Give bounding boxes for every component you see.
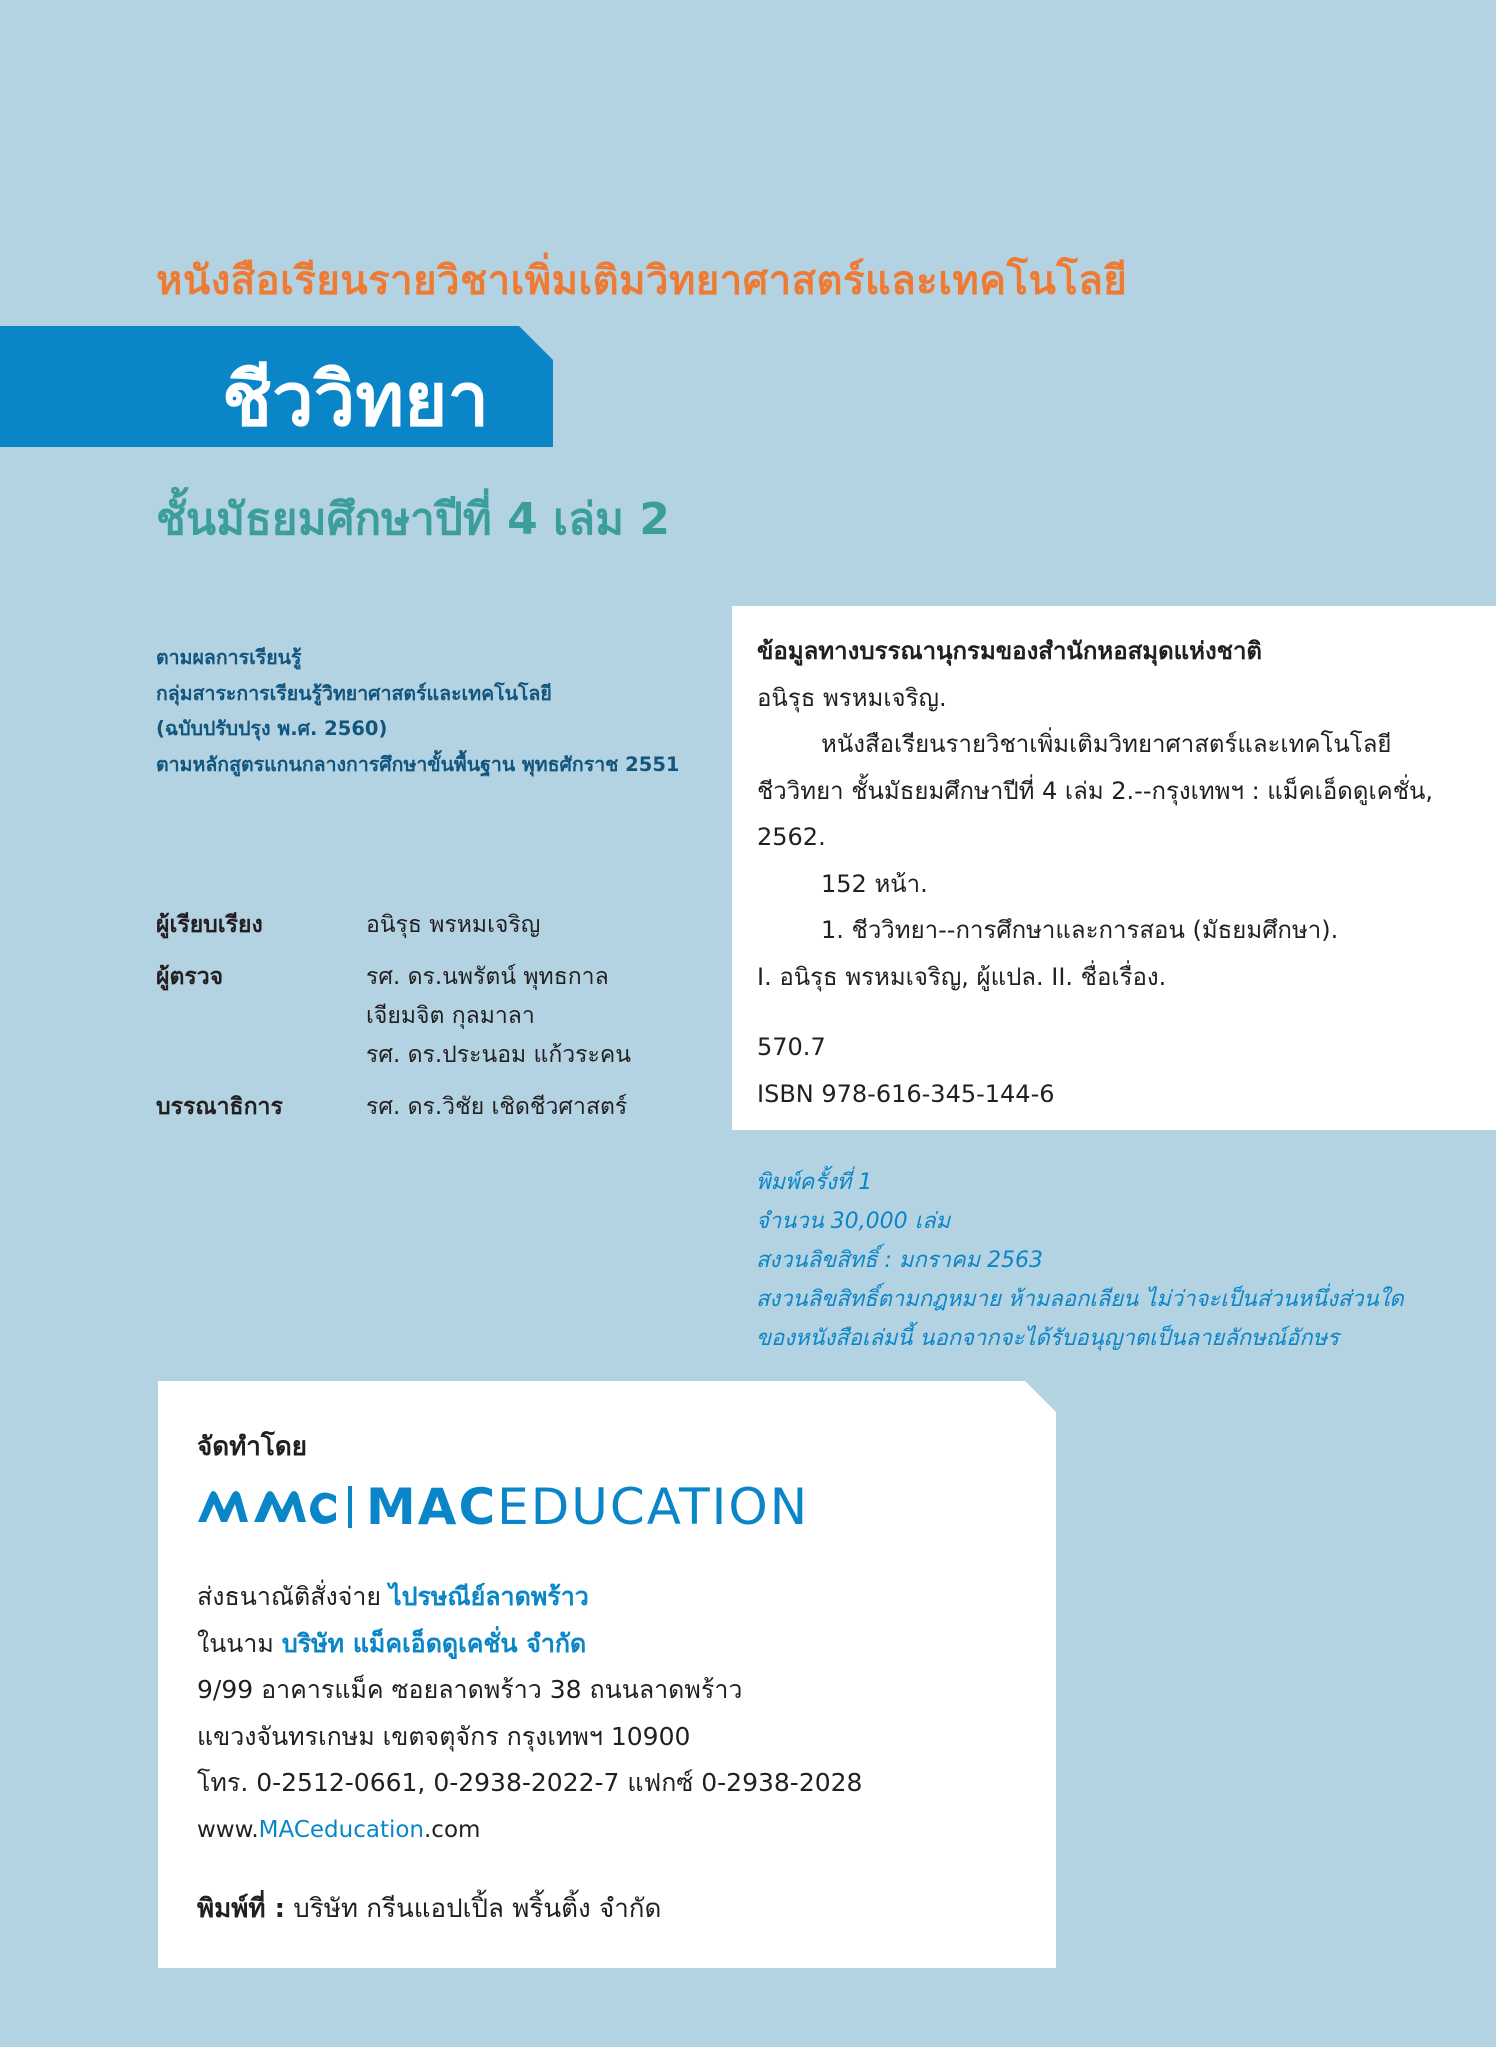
edition-line: สงวนลิขสิทธิ์ : มกราคม 2563 <box>756 1248 1044 1273</box>
credit-row-reviewers <box>156 958 631 1075</box>
cip-heading: ข้อมูลทางบรรณานุกรมของสำนักหอสมุดแห่งชาติ <box>757 637 1263 665</box>
cip-classification: 570.7 <box>757 1033 826 1061</box>
payee-prefix: ในนาม <box>197 1628 274 1658</box>
curriculum-block <box>156 640 679 782</box>
produced-by-label: จัดทำโดย <box>197 1432 307 1462</box>
edition-line: ของหนังสือเล่มนี้ นอกจากจะได้รับอนุญาตเป็นลายลักษณ์อักษร <box>756 1326 1339 1351</box>
payee-company: บริษัท แม็คเอ็ดดูเคชั่น จำกัด <box>281 1628 587 1658</box>
web-domain: MACeducation <box>258 1816 424 1843</box>
credit-label: บรรณาธิการ <box>156 1094 283 1120</box>
curriculum-line: (ฉบับปรับปรุง พ.ศ. 2560) <box>156 717 388 740</box>
grade-volume: ชั้นมัธยมศึกษาปีที่ 4 เล่ม 2 <box>156 494 670 545</box>
printer-line <box>197 1888 661 1929</box>
contact-block <box>197 1574 862 1853</box>
mac-education-logo <box>196 1478 810 1536</box>
cip-subject: 1. ชีววิทยา--การศึกษาและการสอน (มัธยมศึกษา). <box>821 916 1339 944</box>
edition-line: สงวนลิขสิทธิ์ตามกฎหมาย ห้ามลอกเลียน ไม่ว่าจะเป็นส่วนหนึ่งส่วนใด <box>756 1287 1404 1312</box>
credit-row-compiler <box>156 906 631 945</box>
cip-year: 2562. <box>757 823 826 851</box>
cip-author: อนิรุธ พรหมเจริญ. <box>757 683 947 712</box>
credit-names <box>366 906 540 945</box>
phone-line: โทร. 0-2512-0661, 0-2938-2022-7 แฟกซ์ 0-2938-2028 <box>197 1768 863 1797</box>
cip-box <box>732 606 1496 1130</box>
curriculum-line: ตามหลักสูตรแกนกลางการศึกษาขั้นพื้นฐาน พุทธศักราช 2551 <box>156 752 680 776</box>
web-prefix: www. <box>197 1816 259 1843</box>
web-suffix: .com <box>424 1816 481 1843</box>
money-order-office: ไปรษณีย์ลาดพร้าว <box>389 1582 589 1611</box>
payee-line <box>197 1621 862 1668</box>
edition-info <box>756 1163 1404 1358</box>
edition-line: จำนวน 30,000 เล่ม <box>756 1209 951 1234</box>
cip-title-line2: ชีววิทยา ชั้นมัธยมศึกษาปีที่ 4 เล่ม 2.--กรุงเทพฯ : แม็คเอ็ดดูเคชั่น, <box>757 776 1434 805</box>
credit-name: รศ. ดร.ประนอม แก้วระคน <box>366 1042 631 1068</box>
logo-mac: MAC <box>366 1478 498 1536</box>
mac-logo-mark-icon <box>196 1484 338 1530</box>
credit-name: รศ. ดร.วิชัย เชิดชีวศาสตร์ <box>366 1094 628 1120</box>
address-line: แขวงจันทรเกษม เขตจตุจักร กรุงเทพฯ 10900 <box>197 1721 691 1751</box>
credit-name: อนิรุธ พรหมเจริญ <box>366 912 541 938</box>
credits-block <box>156 906 631 1140</box>
credit-names <box>366 1088 627 1127</box>
curriculum-line: กลุ่มสาระการเรียนรู้วิทยาศาสตร์และเทคโนโลยี <box>156 681 552 705</box>
credit-names <box>366 958 631 1075</box>
credit-label: ผู้ตรวจ <box>156 964 224 990</box>
printer-label: พิมพ์ที่ : <box>197 1894 286 1924</box>
logo-wordmark <box>366 1478 810 1536</box>
logo-education: EDUCATION <box>497 1478 810 1536</box>
cip-pages: 152 หน้า. <box>821 869 928 898</box>
credit-name: เจียมจิต กุลมาลา <box>366 1003 535 1029</box>
address-line: 9/99 อาคารแม็ค ซอยลาดพร้าว 38 ถนนลาดพร้าว <box>197 1675 743 1704</box>
credit-label: ผู้เรียบเรียง <box>156 912 263 938</box>
money-order-prefix: ส่งธนาณัติสั่งจ่าย <box>197 1582 382 1611</box>
subject-title: ชีววิทยา <box>222 357 490 443</box>
curriculum-line: ตามผลการเรียนรู้ <box>156 646 302 669</box>
cip-added-entries: I. อนิรุธ พรหมเจริญ, ผู้แปล. II. ชื่อเรื่อง. <box>757 962 1167 991</box>
cip-isbn: ISBN 978-616-345-144-6 <box>757 1079 1055 1108</box>
printer-name: บริษัท กรีนแอปเปิ้ล พริ้นติ้ง จำกัด <box>293 1894 662 1924</box>
cip-title-line1: หนังสือเรียนรายวิชาเพิ่มเติมวิทยาศาสตร์และเทคโนโลยี <box>821 730 1392 758</box>
logo-divider <box>348 1486 352 1528</box>
edition-line: พิมพ์ครั้งที่ 1 <box>756 1170 873 1195</box>
series-title: หนังสือเรียนรายวิชาเพิ่มเติมวิทยาศาสตร์และเทคโนโลยี <box>156 258 1128 304</box>
credit-name: รศ. ดร.นพรัตน์ พุทธกาล <box>366 964 609 990</box>
credit-row-editor <box>156 1088 631 1127</box>
website-link[interactable] <box>197 1807 862 1854</box>
money-order-line <box>197 1574 862 1621</box>
